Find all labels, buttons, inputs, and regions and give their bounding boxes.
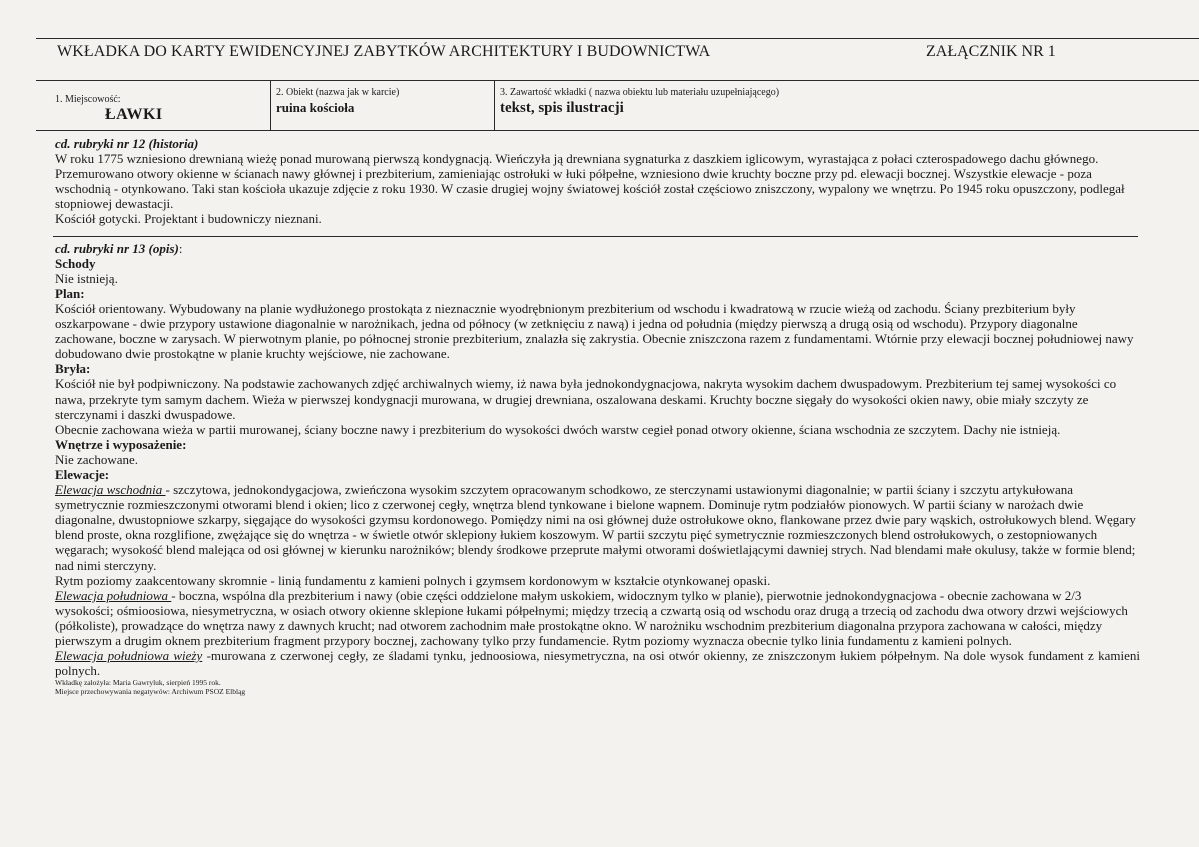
south-elevation bbox=[55, 588, 1140, 648]
description-heading: cd. rubryki nr 13 (opis) bbox=[55, 240, 179, 256]
cell-divider-1 bbox=[270, 80, 271, 130]
object-label: 2. Obiekt (nazwa jak w karcie) bbox=[276, 87, 400, 98]
plan-text: Kościół orientowany. Wybudowany na planie wydłużonego prostokąta z nieznacznie wyodrębnionym prezbiterium od wschodu i kwadratową w rzucie wieżą od zachodu. Ściany prezbiterium były oszkarpowane - dwie przypory ustawione diagonalnie w narożnikach, jedna od północy (w zetknięciu z nawą) i jedna od południa (między pierwszą a drugą osią od wschodu). Przypory diagonalne zachowane, boczne w zarysach. W pierwotnym planie, po północnej stronie prezbiterium, znalazła się zakrystia. Obecnie zniszczona razem z fundamentami. Wtórnie przy elewacji bocznej południowej nawy dobudowano dwie prostokątne w planie kruchty wejściowe, nie zachowane. bbox=[55, 300, 1134, 362]
content-area bbox=[55, 136, 1140, 696]
south-elevation-text: - boczna, wspólna dla prezbiterium i nawy (obie części oddzielone małym uskokiem, widocznym tylko w planie), pierwotnie jednokondygnacjowa - obecnie zachowana w 2/3 wysokości; ośmioosiowa, niesymetryczna, w osiach otwory okienne sklepione łukami półpełnymi; między trzecią a czwartą osią od wschodu oraz drugą a trzecią od zachodu dwa otwory drzwi wejściowych (półkoliste), prowadzące do wnętrza nawy z dawnych krucht; nad otworem zachodnim małe prostokątne okno. W narożniku wschodnim prezbiterium diagonalna przypora zachowana w całości, między pierwszym a drugim oknem prezbiterium fragment przypory bocznej, zachowany tylko przy fundamencie. Rytm poziomy wyznacza obecnie tylko linia fundamentu z kamieni polnych. bbox=[55, 587, 1128, 648]
interior-text: Nie zachowane. bbox=[55, 451, 139, 467]
east-elevation-text-2: Rytm poziomy zaakcentowany skromnie - linią fundamentu z kamieni polnych i gzymsem kordonowym w kształcie otynkowanej opaski. bbox=[55, 572, 771, 588]
body-text-2: Obecnie zachowana wieża w partii murowanej, ściany boczne nawy i prezbiterium do wysokości dwóch warstw cegieł ponad otwory okienne, ściana wschodnia ze szczytem. Dachy nie istnieją. bbox=[55, 421, 1061, 437]
fields-divider bbox=[36, 130, 1199, 131]
object-value: ruina kościoła bbox=[276, 100, 355, 115]
description-heading-line bbox=[55, 241, 1140, 256]
body-text: Kościół nie był podpiwniczony. Na podstawie zachowanych zdjęć archiwalnych wiemy, iż nawa była jednokondygnacjowa, nakryta wysokim dachem dwuspadowym. Prezbiterium tej samej wysokości co nawa, przekryte tym samym dachem. Wieża w pierwszej kondygnacji murowana, w drugiej drewniana, oszalowana deskami. Kruchty boczne sięgały do wysokości okien nawy, obie miały szczyty ze sterczynami i daszki dwuspadowe. bbox=[55, 376, 1117, 422]
cell-divider-2 bbox=[494, 80, 495, 130]
tower-elevation bbox=[55, 648, 1140, 678]
body-heading: Bryła: bbox=[55, 361, 91, 377]
tower-elevation-text: -murowana z czerwonej cegły, ze śladami tynku, jednoosiowa, niesymetryczna, na osi otwór okienny, ze zniszczonym łukiem półpełnym. Na dole wysok fundament z kamieni polnych. bbox=[55, 648, 1140, 679]
history-paragraph: W roku 1775 wzniesiono drewnianą wieżę ponad murowaną pierwszą kondygnacją. Wieńczyła ją drewniana sygnaturka z daszkiem iglicowym, wyrastająca z połaci czterospadowego dachu głównego. Przemurowano otwory okienne w ścianach nawy głównej i prezbiterium, zamieniając ostrołuki w łuki półpełne, wzniesiono dwie kruchty boczne przy pd. elewacji bocznej. Wszystkie elewacje - poza wschodnią - otynkowano. Taki stan kościoła ukazuje zdjęcie z roku 1930. W czasie drugiej wojny światowej kościół został częściowo zniszczony, wypalony we wnętrzu. Po 1945 roku opuszczony, podlegał stopniowej dewastacji. bbox=[55, 151, 1125, 212]
east-elevation-label: Elewacja wschodnia bbox=[55, 482, 166, 498]
top-border bbox=[36, 38, 1199, 39]
stairs-heading: Schody bbox=[55, 255, 96, 271]
section-divider bbox=[53, 236, 1138, 237]
elevations-heading: Elewacje: bbox=[55, 466, 110, 482]
history-paragraph-2: Kościół gotycki. Projektant i budowniczy nieznani. bbox=[55, 211, 322, 227]
plan-heading: Plan: bbox=[55, 285, 85, 301]
east-elevation-text: - szczytowa, jednokondygacjowa, zwieńczona wysokim szczytem opracowanym schodkowo, ze sterczynami ustawionymi diagonalnie; w partii ściany i szczytu artykułowana symetrycznie rozmieszczonymi otworami blend i okien; lico z czerwonej cegły, wnętrza blend tynkowane i bielone wapnem. Dominuje rytm podziałów pionowych. W partii ściany w narożach dwie diagonalne, dwustopniowe szkarpy, sięgające do wysokości gzymsu kordonowego. Pomiędzy nimi na osi głównej duże ostrołukowe okno, flankowane przez dwie pary wąskich, ostrołukowych blend. Węgary blend proste, okna rozglifione, zwężające się do wnętrza - w świetle otwór sklepiony łukiem koszowym. W partii szczytu pięć symetrycznie rozmieszczonych blend ostrołukowych, o zestopniowanych węgarach; wysokość blend malejąca od osi głównej w kierunku narożników; blendy środkowe przeprute małymi otworami doświetlającymi dawniej strych. Nad blendami małe okulusy, także w formie blend; nad nimi sterczyny. bbox=[55, 482, 1136, 573]
header-divider bbox=[36, 80, 1199, 81]
annex-number: ZAŁĄCZNIK NR 1 bbox=[926, 43, 1056, 60]
interior-heading: Wnętrze i wyposażenie: bbox=[55, 436, 187, 452]
south-elevation-label: Elewacja południowa bbox=[55, 587, 172, 603]
history-heading: cd. rubryki nr 12 (historia) bbox=[55, 136, 199, 151]
locality-label: 1. Miejscowość: bbox=[55, 94, 121, 105]
tower-elevation-label: Elewacja południowa wieży bbox=[55, 648, 203, 664]
description-heading-colon: : bbox=[178, 240, 183, 256]
form-title: WKŁADKA DO KARTY EWIDENCYJNEJ ZABYTKÓW ARCHITEKTURY I BUDOWNICTWA bbox=[57, 43, 711, 60]
content-value: tekst, spis ilustracji bbox=[500, 100, 624, 116]
footer-author: Wkładkę założyła: Maria Gawryluk, sierpień 1995 rok. bbox=[55, 678, 221, 688]
footer-negatives: Miejsce przechowywania negatywów: Archiwum PSOZ Elbląg bbox=[55, 687, 246, 697]
stairs-text: Nie istnieją. bbox=[55, 270, 118, 286]
locality-value: ŁAWKI bbox=[105, 106, 163, 123]
content-label: 3. Zawartość wkładki ( nazwa obiektu lub materiału uzupełniającego) bbox=[500, 87, 780, 98]
east-elevation bbox=[55, 482, 1140, 573]
